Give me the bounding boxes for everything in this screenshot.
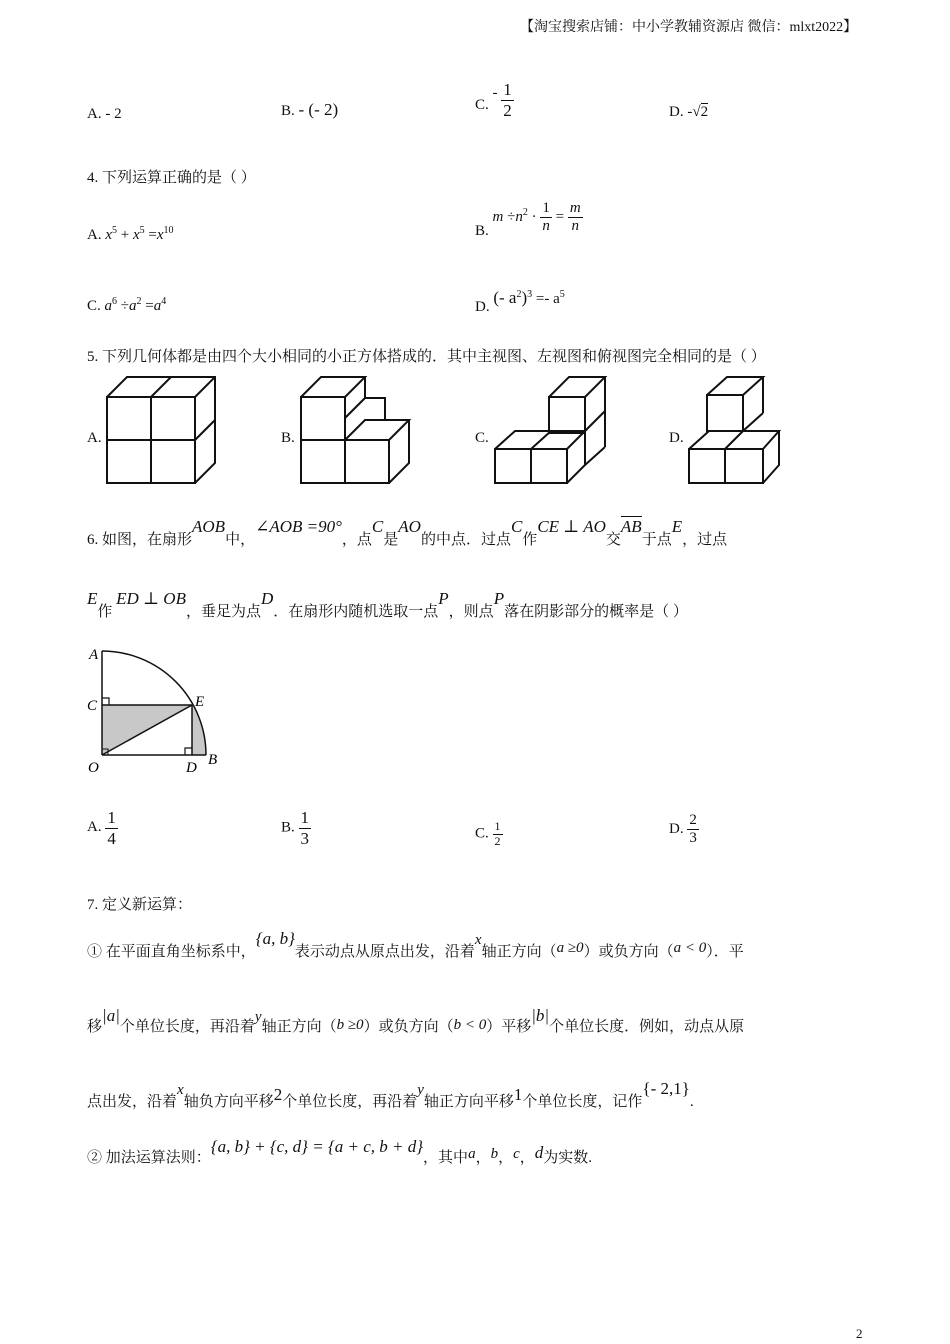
- fig-label-d: D: [186, 760, 197, 776]
- q6-option-d[interactable]: D. $\frac{2}{3}$: [669, 812, 697, 847]
- q6-sector-figure: [82, 640, 232, 785]
- q7-para4: ② 加法运算法则：{a, b} + {c, d} = {a + c, b + d}，其中a，b，c，d为实数.: [87, 1137, 593, 1166]
- q5-option-a-label[interactable]: A.: [87, 430, 102, 446]
- q5-stem: 5. 下列几何体都是由四个大小相同的小正方体搭成的．其中主视图、左视图和俯视图完全相同的是（ ）: [87, 349, 766, 365]
- q5-option-b-label[interactable]: B.: [281, 430, 295, 446]
- q3-option-d[interactable]: D. -√2: [669, 104, 709, 120]
- q3-option-a[interactable]: A. - 2: [87, 106, 122, 122]
- q5-solid-c: [493, 375, 608, 487]
- q4-stem: 4. 下列运算正确的是（ ）: [87, 170, 256, 186]
- q7-para3: 点出发，沿着x轴负方向平移2个单位长度，再沿着y轴正方向平移1个单位长度，记作{- 2,1}.: [87, 1079, 694, 1110]
- q4-option-c[interactable]: C. $a^6 \div a^2 =a^4$: [87, 296, 167, 314]
- q6-stem-line1: 6. 如图，在扇形AOB中，∠AOB =90°，点C是AO的中点．过点C作CE ⊥ AO交AB于点E，过点: [87, 517, 728, 548]
- q5-solid-d: [687, 375, 802, 487]
- q7-title: 7. 定义新运算：: [87, 897, 193, 913]
- q4-option-a[interactable]: A. $x^5 + x^5 =x^{10}$: [87, 225, 174, 243]
- page-header: 【淘宝搜索店铺：中小学教辅资源店 微信：mlxt2022】: [520, 20, 858, 35]
- fig-label-e: E: [195, 694, 205, 710]
- q5-solid-a: [105, 375, 220, 487]
- q5-option-d-label[interactable]: D.: [669, 430, 684, 446]
- q5-option-c-label[interactable]: C.: [475, 430, 489, 446]
- q6-option-a[interactable]: A. $\frac{1}{4}$: [87, 808, 116, 848]
- q4-option-b[interactable]: B. $m \div n^2$ · $\frac{1}{n}$ = $\frac{m}{n}$: [475, 200, 581, 240]
- q6-stem-line2: E作 ED ⊥ OB，垂足为点D．在扇形内随机选取一点P，则点P落在阴影部分的概率是（ ）: [87, 589, 688, 620]
- q7-para1: ① 在平面直角坐标系中，{a, b}表示动点从原点出发，沿着x轴正方向（a ≥0）或负方向（a < 0）．平: [87, 929, 744, 960]
- q7-para2: 移|a|个单位长度，再沿着y轴正方向（b ≥0）或负方向（b < 0）平移|b|个单位长度．例如，动点从原: [87, 1006, 745, 1035]
- q3-option-b[interactable]: B. - (- 2): [281, 100, 339, 119]
- q3-option-c[interactable]: C. - $\frac{1}{2}$: [475, 80, 512, 120]
- fig-label-c: C: [87, 698, 98, 714]
- q6-option-b[interactable]: B. $\frac{1}{3}$: [281, 808, 310, 848]
- page-number: 2: [856, 1326, 863, 1341]
- q4-option-d[interactable]: D. (- $a^2)^3 =- a^5$: [475, 288, 565, 315]
- fig-label-o: O: [88, 760, 99, 776]
- q5-solid-b: [299, 375, 414, 487]
- q6-option-c[interactable]: C. $\frac{1}{2}$: [475, 819, 501, 848]
- fig-label-b: B: [208, 752, 218, 768]
- fig-label-a: A: [89, 647, 99, 663]
